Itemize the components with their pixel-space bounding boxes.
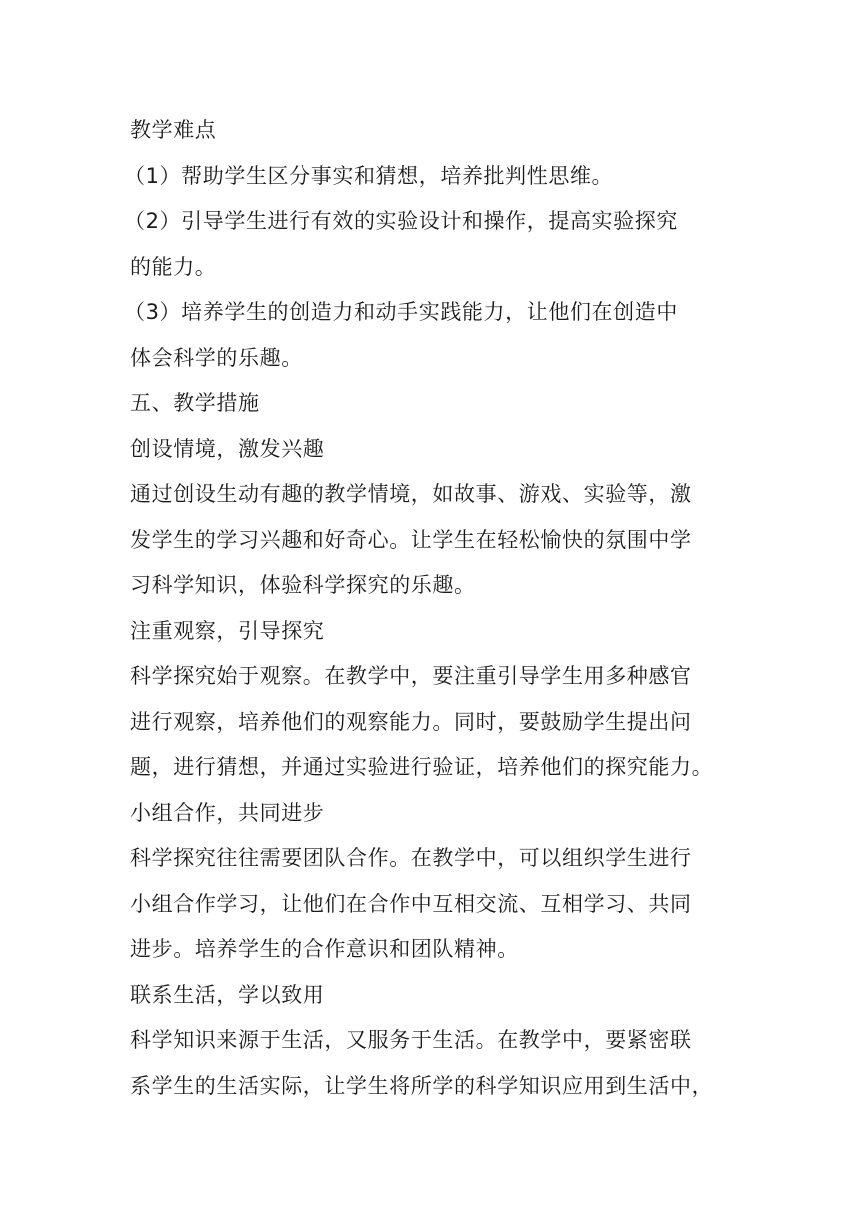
difficulty-item-1: （1）帮助学生区分事实和猜想，培养批判性思维。 [124,163,614,188]
paragraph-line: 科学知识来源于生活，又服务于生活。在教学中，要紧密联 [130,1028,692,1052]
difficulty-item-2-continued: 的能力。 [130,254,217,279]
paragraph-line: 科学探究往往需要团队合作。在教学中，可以组织学生进行 [130,846,692,870]
paragraph-line: 进行观察，培养他们的观察能力。同时，要鼓励学生提出问 [130,709,692,734]
document-body [124,108,736,1109]
subheading-create-situations: 创设情境，激发兴趣 [130,436,325,461]
difficulty-item-3-continued: 体会科学的乐趣。 [130,345,303,370]
difficulty-item-2: （2）引导学生进行有效的实验设计和操作，提高实验探究 [124,209,678,233]
subheading-connect-to-life: 联系生活，学以致用 [130,982,325,1007]
paragraph-line: 科学探究始于观察。在教学中，要注重引导学生用多种感官 [130,664,692,688]
paragraph-line: 系学生的生活实际，让学生将所学的科学知识应用到生活中， [130,1073,714,1098]
paragraph-line: 进步。培养学生的合作意识和团队精神。 [130,937,519,961]
paragraph-line: 小组合作学习，让他们在合作中互相交流、互相学习、共同 [130,891,692,916]
subheading-observation: 注重观察，引导探究 [130,618,325,643]
section-heading-teaching-difficulties: 教学难点 [130,118,217,142]
paragraph-line: 发学生的学习兴趣和好奇心。让学生在轻松愉快的氛围中学 [130,527,692,552]
difficulty-item-3: （3）培养学生的创造力和动手实践能力，让他们在创造中 [124,300,678,324]
subheading-group-cooperation: 小组合作，共同进步 [130,800,325,825]
paragraph-line: 通过创设生动有趣的教学情境，如故事、游戏、实验等，激 [130,482,692,506]
section-heading-teaching-measures: 五、教学措施 [130,391,260,415]
paragraph-line: 题，进行猜想，并通过实验进行验证，培养他们的探究能力。 [130,755,714,779]
paragraph-line: 习科学知识，体验科学探究的乐趣。 [130,573,476,597]
